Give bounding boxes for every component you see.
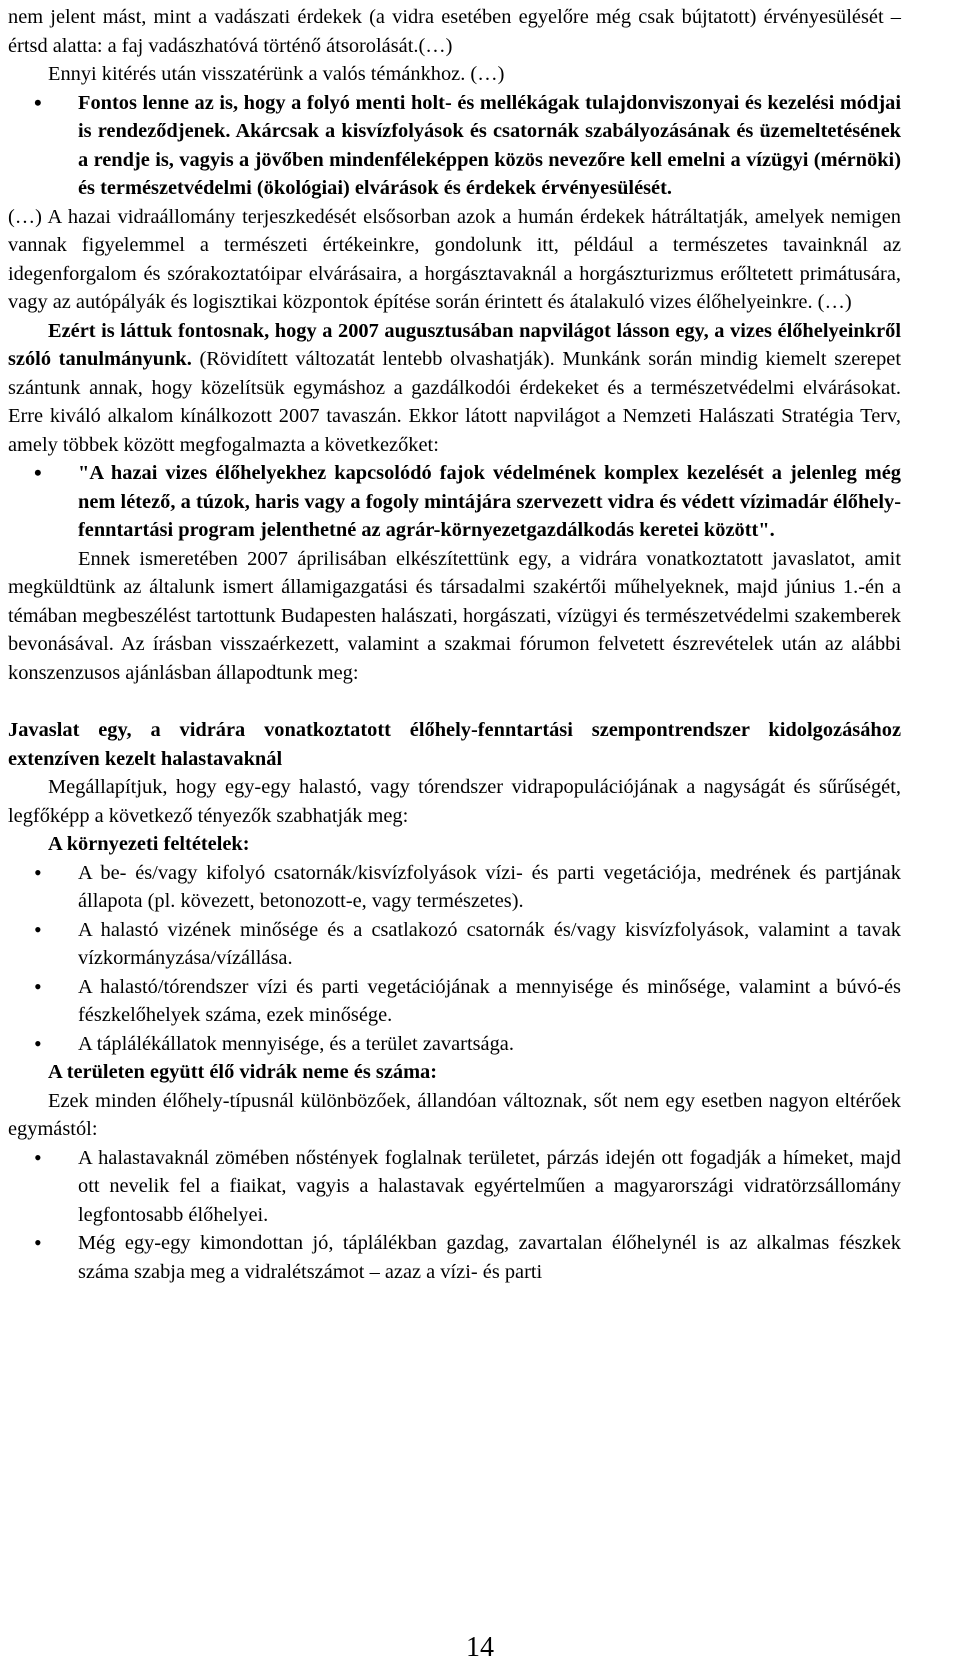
study-bold-text: Ezért is láttuk fontosnak, hogy a 2007 augusztusában napvilágot lásson egy, a vizes élőhelyeinkről szóló tanulmányunk. [8,319,901,370]
section-title: Javaslat egy, a vidrára vonatkoztatott élőhely-fenntartási szempontrendszer kidolgozásához extenzíven kezelt halastavaknál [8,719,901,770]
page-number: 14 [466,1632,494,1663]
list-item: • A halastó vizének minősége és a csatlakozó csatornák és/vagy kisvízfolyások, valamint a tavak vízkormányzása/vízállása. [8,916,901,973]
study-rest-text: (Rövidített változatát lentebb olvashatják). Munkánk során mindig kiemelt szerepet szántunk annak, hogy közelítsük egymáshoz a gazdálkodói érdekeket és a természetvédelmi elvárásokat. Erre kiváló alkalom kínálkozott 2007 tavaszán. Ekkor látott napvilágot a Nemzeti Halászati Stratégia Terv, amely többek között megfogalmazta a következőket: [8,348,902,456]
list-item: • A halastavaknál zömében nőstények foglalnak területet, párzás idején ott fogadják a hímeket, majd ott nevelik fel a fiaikat, vagyis a halastavak egyértelműen a magyarországi vidratörzsállomány legfontosabb élőhelyei. [8,1144,901,1230]
paragraph-study [8,317,901,460]
bullet-list-2 [8,459,901,545]
bullet-list-1 [8,89,901,203]
paragraph-determine: Megállapítjuk, hogy egy-egy halastó, vagy tórendszer vidrapopulációjának a nagyságát és sűrűségét, legfőképp a következő tényezők szabhatják meg: [8,776,901,827]
list-item: • Még egy-egy kimondottan jó, táplálékban gazdag, zavartalan élőhelynél is az alkalmas fészkek száma szabja meg a vidralétszámot – azaz a vízi- és parti [8,1229,901,1286]
paragraph-intro: nem jelent mást, mint a vadászati érdekek (a vidra esetében egyelőre még csak bújtatott) érvényesülését – értsd alatta: a faj vadászhatóvá történő átsorolását.(…) [8,6,901,57]
paragraph-proposal: Ennek ismeretében 2007 áprilisában elkészítettünk egy, a vidrára vonatkoztatott javaslatot, amit megküldtünk az általunk ismert államigazgatási és társadalmi szakértői műhelyeknek, majd június 1.-én a témában megbeszélést tartottunk Budapesten halászati, horgászati, vízügyi és természetvédelmi szakemberek bevonásával. Az írásban visszaérkezett, valamint a szakmai fórumon felvetett észrevételek után az alábbi konszenzusos ajánlásban állapodtunk meg: [8,547,901,684]
list-item: • A halastó/tórendszer vízi és parti vegetációjának a mennyisége és minősége, valamint a búvó-és fészkelőhelyek száma, ezek minősége. [8,973,901,1030]
list-item: • Fontos lenne az is, hogy a folyó menti holt- és mellékágak tulajdonviszonyai és kezelési módjai is rendeződjenek. Akárcsak a kisvízfolyások és csatornák szabályozásának és üzemeltetésének a rendje is, vagyis a jövőben mindenféleképpen közös nevezőre kell emelni a vízügyi (mérnöki) és természetvédelmi (ökológiai) elvárások és érdekek érvényesülését. [8,89,901,203]
paragraph-threats: (…) A hazai vidraállomány terjeszkedését elsősorban azok a humán érdekek hátráltatják, amelyek nemigen vannak figyelemmel a természeti értékeinkre, gondolunk itt, például a természetes tavainknál az idegenforgalom és szórakoztatóipar elvárásaira, a horgásztavaknál a horgászturizmus erőltetett primátusára, vagy az autópályák és logisztikai központok építése során érintett és átalakuló vizes élőhelyeinkre. (…) [8,205,901,313]
document-page [8,3,901,1286]
subheading-otters: A területen együtt élő vidrák neme és száma: [48,1061,438,1083]
environment-list [8,859,901,1059]
otter-list [8,1144,901,1287]
list-item: • "A hazai vizes élőhelyekhez kapcsolódó fajok védelmének komplex kezelését a jelenleg még nem létező, a túzok, haris vagy a fogoly mintájára szervezett vidra és védett vízimadár élőhely-fenntartási program jelenthetné az agrár-környezetgazdálkodás keretei között". [8,459,901,545]
list-item: • A táplálékállatok mennyisége, és a terület zavartsága. [8,1030,901,1059]
list-item: • A be- és/vagy kifolyó csatornák/kisvízfolyások vízi- és parti vegetációja, medrének és partjának állapota (pl. kövezett, betonozott-e, vagy természetes). [8,859,901,916]
paragraph-return: Ennyi kitérés után visszatérünk a valós témánkhoz. (…) [48,63,505,85]
subheading-environment: A környezeti feltételek: [48,833,250,855]
paragraph-otters: Ezek minden élőhely-típusnál különbözőek, állandóan változnak, sőt nem egy esetben nagyon eltérőek egymástól: [8,1089,901,1140]
